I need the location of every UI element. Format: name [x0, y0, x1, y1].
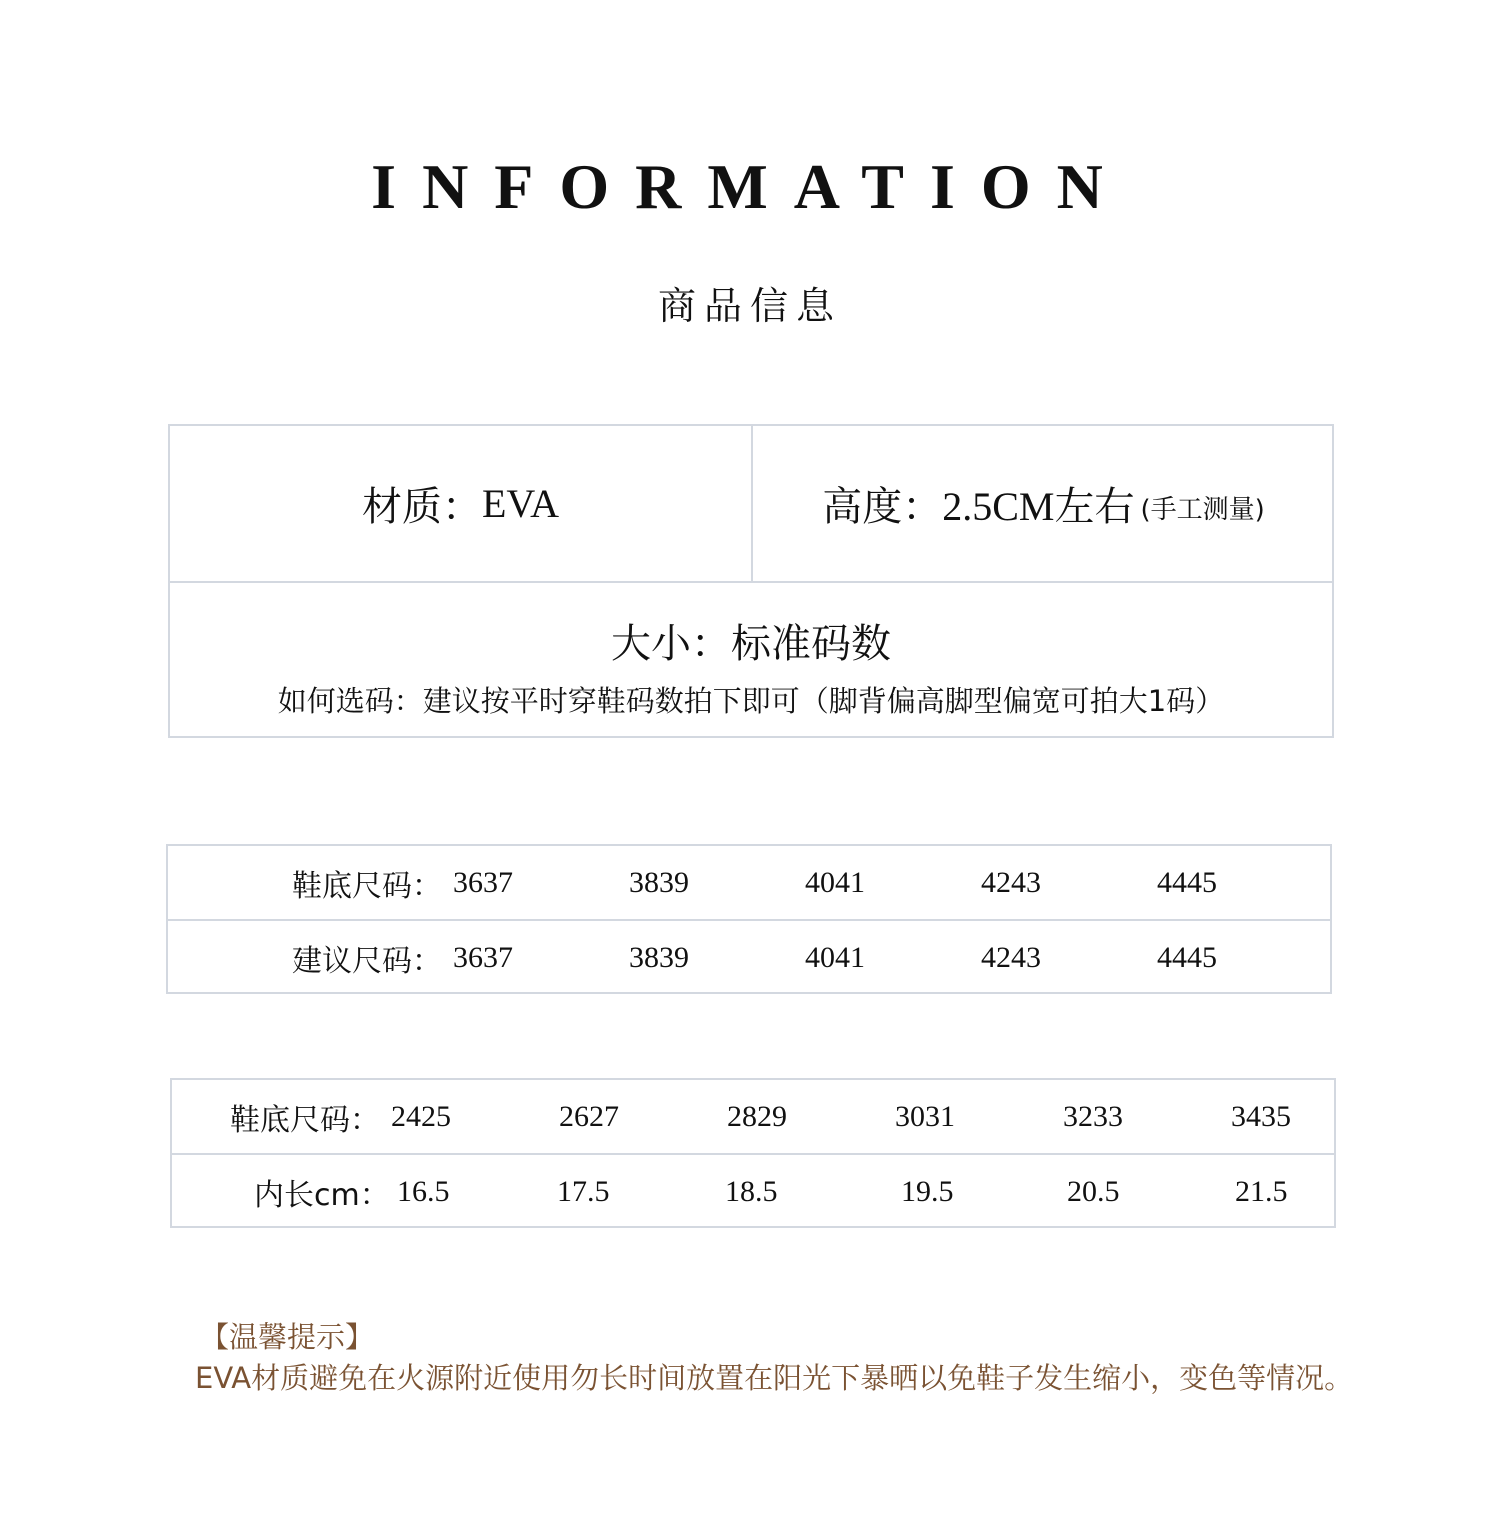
- table-cell: 3839: [629, 865, 689, 899]
- table-cell: 4445: [1157, 940, 1217, 974]
- table-cell: 3435: [1231, 1099, 1291, 1133]
- height-label: 高度：: [822, 484, 943, 530]
- table-cell: 20.5: [1067, 1174, 1120, 1208]
- table-cell: 2425: [391, 1099, 451, 1133]
- table-cell: 3839: [629, 940, 689, 974]
- table-row: [172, 1080, 1334, 1155]
- row-label: 鞋底尺码：: [230, 1102, 380, 1138]
- table-cell: 4445: [1157, 865, 1217, 899]
- table-row: [168, 846, 1330, 921]
- page-title: INFORMATION: [371, 151, 1129, 222]
- table-cell: 3031: [895, 1099, 955, 1133]
- table-row: [168, 921, 1330, 994]
- table-cell: 2829: [727, 1099, 787, 1133]
- table-cell: 19.5: [901, 1174, 954, 1208]
- product-info-box: [168, 424, 1334, 738]
- size-table-kids: [170, 1078, 1336, 1228]
- table-cell: 17.5: [557, 1174, 610, 1208]
- height-note: (手工测量): [1140, 495, 1265, 525]
- table-cell: 3637: [453, 940, 513, 974]
- table-cell: 4041: [805, 865, 865, 899]
- table-cell: 16.5: [397, 1174, 450, 1208]
- table-cell: 4041: [805, 940, 865, 974]
- height-value: 2.5CM左右: [942, 484, 1135, 529]
- tips-body: EVA材质避免在火源附近使用勿长时间放置在阳光下暴晒以免鞋子发生缩小，变色等情况。: [195, 1361, 1354, 1395]
- row-label: 建议尺码：: [292, 943, 442, 979]
- row-label: 鞋底尺码：: [292, 868, 442, 904]
- table-cell: 4243: [981, 940, 1041, 974]
- material-cell: [170, 426, 751, 581]
- table-cell: 3637: [453, 865, 513, 899]
- size-table-adult: [166, 844, 1332, 994]
- table-cell: 18.5: [725, 1174, 778, 1208]
- tips-heading: 【温馨提示】: [200, 1320, 375, 1354]
- row-label: 内长cm：: [254, 1177, 390, 1213]
- table-cell: 3233: [1063, 1099, 1123, 1133]
- page-subtitle: 商品信息: [657, 284, 842, 328]
- height-cell: [753, 426, 1334, 581]
- table-cell: 2627: [559, 1099, 619, 1133]
- material-value: EVA: [481, 481, 560, 526]
- size-line: 大小：标准码数: [611, 621, 891, 667]
- table-cell: 4243: [981, 865, 1041, 899]
- how-to-choose-line: 如何选码：建议按平时穿鞋码数拍下即可（脚背偏高脚型偏宽可拍大1码）: [277, 684, 1225, 718]
- table-row: [172, 1155, 1334, 1228]
- table-cell: 21.5: [1235, 1174, 1288, 1208]
- material-label: 材质：: [361, 484, 482, 530]
